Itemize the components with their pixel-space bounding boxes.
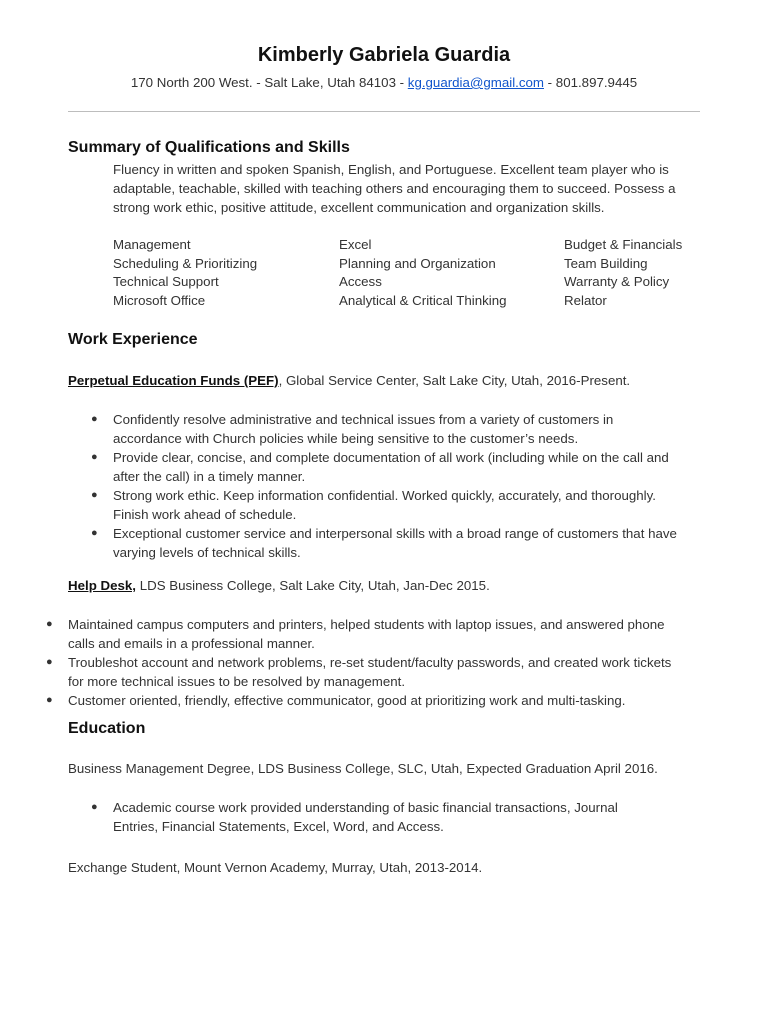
address-text: 170 North 200 West. - Salt Lake, Utah 84103 - [130,75,408,90]
summary-line: adaptable, teachable, skilled with teaching others and encouraging them to succeed. Possess a [113,181,676,196]
list-item [91,524,713,562]
bullet-line: Academic course work provided understanding of basic financial transactions, Journal [113,800,618,815]
skill-item: Planning and Organization [339,255,496,271]
bullet-line: varying levels of technical skills. [113,545,301,560]
education-heading: Education [68,720,146,737]
bullet-line: Finish work ahead of schedule. [113,507,297,522]
skills-column-2 [339,236,507,311]
job-pef-org: Perpetual Education Funds (PEF) [68,373,279,388]
job-pef-details: , Global Service Center, Salt Lake City, Utah, 2016-Present. [278,373,631,388]
work-heading: Work Experience [68,331,198,348]
job-helpdesk-line [68,578,490,593]
list-item [91,798,713,836]
bullet-line: Confidently resolve administrative and technical issues from a variety of customers in [113,412,614,427]
skill-item: Management [113,237,191,252]
contact-line [0,75,768,90]
bullet-dot-icon: ● [46,694,53,706]
skill-item: Analytical & Critical Thinking [339,293,507,309]
list-item [46,615,708,653]
bullet-dot-icon: ● [91,451,98,463]
bullet-line: Provide clear, concise, and complete documentation of all work (including while on the call and [113,450,669,465]
list-item [91,410,713,448]
bullet-line: Exceptional customer service and interpersonal skills with a broad range of customers that have [113,526,677,541]
bullet-line: Troubleshot account and network problems, re-set student/faculty passwords, and created work tickets [68,655,672,670]
bullet-dot-icon: ● [91,413,98,425]
bullet-dot-icon: ● [46,618,53,630]
skill-item: Scheduling & Prioritizing [113,255,258,271]
bullet-line: Maintained campus computers and printers, helped students with laptop issues, and answered phone [68,617,665,632]
skill-item: Microsoft Office [113,293,206,309]
job-pef-line [68,373,630,388]
job-helpdesk-bullets [46,615,708,710]
bullet-line: accordance with Church policies while being sensitive to the customer’s needs. [113,431,579,446]
skill-item: Excel [339,237,372,252]
bullet-dot-icon: ● [91,489,98,501]
skill-item: Access [339,274,382,290]
skill-item: Technical Support [113,274,219,290]
education-degree: Business Management Degree, LDS Business College, SLC, Utah, Expected Graduation April 2016. [68,761,658,776]
bullet-line: Strong work ethic. Keep information confidential. Worked quickly, accurately, and thoroughly. [113,488,656,503]
list-item [46,691,708,710]
resume-name: Kimberly Gabriela Guardia [257,44,511,66]
bullet-line: Customer oriented, friendly, effective communicator, good at prioritizing work and multi-tasking. [68,693,626,708]
bullet-dot-icon: ● [91,527,98,539]
skills-column-1 [113,236,257,311]
summary-line: Fluency in written and spoken Spanish, English, and Portuguese. Excellent team player who is [113,162,669,177]
bullet-line: calls and emails in a professional manner. [68,636,315,651]
bullet-line: after the call) in a timely manner. [113,469,306,484]
bullet-dot-icon: ● [91,801,98,813]
skill-item: Budget & Financials [564,237,683,252]
summary-line: strong work ethic, positive attitude, excellent communication and organization skills. [113,200,605,215]
bullet-dot-icon: ● [46,656,53,668]
bullet-line: Entries, Financial Statements, Excel, Word, and Access. [113,819,444,834]
list-item [91,448,713,486]
email-link[interactable]: kg.guardia@gmail.com [407,75,544,90]
skills-column-3 [564,236,682,311]
bullet-line: for more technical issues to be resolved by management. [68,674,406,689]
job-helpdesk-details: LDS Business College, Salt Lake City, Utah, Jan-Dec 2015. [136,578,490,593]
education-exchange: Exchange Student, Mount Vernon Academy, Murray, Utah, 2013-2014. [68,860,483,875]
horizontal-divider [68,111,700,112]
list-item [91,486,713,524]
summary-heading: Summary of Qualifications and Skills [68,139,350,156]
summary-paragraph [113,160,713,217]
job-helpdesk-org: Help Desk, [68,578,136,593]
skill-item: Warranty & Policy [564,274,670,290]
skill-item: Team Building [564,255,648,271]
education-bullets [91,798,713,836]
list-item [46,653,708,691]
phone-text: - 801.897.9445 [543,75,638,90]
job-pef-bullets [91,410,713,562]
skill-item: Relator [564,293,607,309]
